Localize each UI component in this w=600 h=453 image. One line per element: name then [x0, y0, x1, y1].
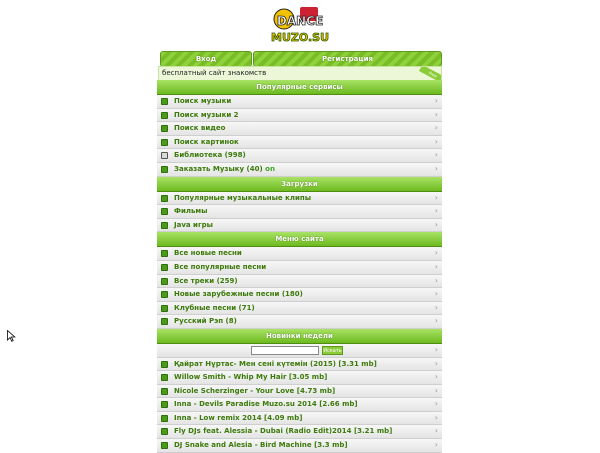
image-search-icon [161, 139, 168, 146]
register-button[interactable]: Регистрация [253, 51, 442, 67]
menu-item-music-search-2[interactable] [157, 109, 442, 123]
chevron-right-icon: › [434, 302, 438, 312]
track-label: DJ Snake and Alesia - Bird Machine [3.3 mb] [174, 441, 348, 450]
menu-item-all-tracks[interactable] [157, 275, 442, 289]
section-header-popular-services: Популярные сервисы [157, 80, 442, 95]
track-label: Fly DJs feat. Alessia - Dubai (Radio Edit)2014 [3.21 mb] [174, 427, 393, 436]
film-icon [161, 208, 168, 215]
music-icon [161, 442, 168, 449]
order-music-icon [161, 166, 168, 173]
chevron-right-icon: › [434, 385, 438, 395]
menu-item-label [174, 165, 275, 173]
menu-item-music-clips[interactable] [157, 192, 442, 206]
chevron-right-icon: › [434, 96, 438, 105]
menu-item-image-search[interactable] [157, 136, 442, 150]
menu-item-label: Поиск музыки [174, 97, 232, 105]
track-item[interactable] [157, 398, 442, 412]
logo-line1: DANCE [276, 14, 324, 28]
track-item[interactable] [157, 425, 442, 439]
menu-item-label: Новые зарубежные песни (180) [174, 290, 303, 299]
music-search-icon [161, 98, 168, 105]
chevron-right-icon: › [434, 412, 438, 422]
track-item[interactable] [157, 358, 442, 372]
chevron-right-icon: › [434, 206, 438, 216]
search-button[interactable]: Искать [323, 347, 342, 354]
menu-item-label: Поиск музыки 2 [174, 110, 239, 119]
login-button[interactable]: Вход [160, 51, 252, 67]
music-icon [161, 291, 168, 298]
chevron-right-icon: › [434, 150, 438, 160]
music-icon [161, 250, 168, 257]
menu-item-video-search[interactable] [157, 122, 442, 136]
chevron-right-icon: › [434, 109, 438, 119]
menu-item-order-music[interactable] [157, 163, 442, 177]
music-icon [161, 361, 168, 368]
menu-item-russian-rap[interactable] [157, 315, 442, 329]
chevron-right-icon: › [434, 136, 438, 146]
menu-item-label: Все популярные песни [174, 262, 267, 271]
chevron-right-icon: › [434, 399, 438, 409]
menu-item-label: Фильмы [174, 207, 208, 216]
chevron-right-icon: › [434, 219, 438, 229]
chevron-right-icon: › [434, 440, 438, 450]
menu-item-club-songs[interactable] [157, 302, 442, 316]
ad-bar[interactable] [158, 66, 442, 81]
chevron-right-icon: › [434, 261, 438, 271]
menu-item-popular-songs[interactable] [157, 261, 442, 275]
menu-item-foreign-songs[interactable] [157, 288, 442, 302]
search-input[interactable] [251, 346, 319, 355]
music-icon [161, 305, 168, 312]
track-item[interactable] [157, 412, 442, 426]
music-icon [161, 388, 168, 395]
video-search-icon [161, 125, 168, 132]
chevron-right-icon: › [434, 192, 438, 202]
menu-item-label: Русский Рэп (8) [174, 317, 237, 326]
online-badge: on [265, 164, 275, 173]
chevron-right-icon: › [434, 316, 438, 326]
ad-text[interactable]: бесплатный сайт знакомств [162, 69, 267, 77]
music-icon [161, 401, 168, 408]
chevron-right-icon: › [434, 275, 438, 285]
music-icon [161, 374, 168, 381]
menu-item-java-games[interactable] [157, 219, 442, 233]
menu-item-label: Клубные песни (71) [174, 303, 255, 312]
menu-item-label: Все треки (259) [174, 276, 238, 285]
music-icon [161, 318, 168, 325]
track-label: Willow Smith - Whip My Hair [3.05 mb] [174, 373, 328, 382]
menu-item-music-search[interactable] [157, 95, 442, 109]
chevron-right-icon: › [434, 248, 438, 258]
music-search-icon [161, 112, 168, 119]
music-icon [161, 415, 168, 422]
track-item[interactable] [157, 439, 442, 453]
menu-item-library[interactable] [157, 149, 442, 163]
chevron-right-icon: › [434, 426, 438, 436]
menu-item-label: Java игры [174, 220, 213, 229]
chevron-right-icon: › [434, 123, 438, 133]
chevron-right-icon: › [434, 372, 438, 382]
logo-line2: MUZO.SU [271, 31, 329, 44]
track-item[interactable] [157, 371, 442, 385]
chevron-right-icon: › [434, 344, 438, 354]
menu-item-label: Библиотека (998) [174, 151, 246, 160]
track-label: Қайрат Нұртас- Мен сені күтемін (2015) [3.31 mb] [174, 359, 377, 368]
menu-item-label: Поиск картинок [174, 137, 239, 146]
section-header-site-menu: Меню сайта [157, 232, 442, 247]
track-label: Nicole Scherzinger - Your Love [4.73 mb] [174, 386, 336, 395]
chevron-right-icon: › [434, 358, 438, 368]
library-icon [161, 152, 168, 159]
track-label: Inna - Low remix 2014 [4.09 mb] [174, 413, 303, 422]
section-header-downloads: Загрузки [157, 177, 442, 192]
search-row [157, 344, 442, 358]
music-icon [161, 428, 168, 435]
free-ribbon: Free [419, 66, 442, 81]
clip-icon [161, 195, 168, 202]
game-icon [161, 222, 168, 229]
music-icon [161, 278, 168, 285]
track-item[interactable] [157, 385, 442, 399]
section-header-weekly-new: Новинки недели [157, 329, 442, 344]
menu-item-label: Популярные музыкальные клипы [174, 193, 312, 202]
menu-item-new-songs[interactable] [157, 247, 442, 261]
menu-item-text: Заказать Музыку (40) [174, 164, 263, 173]
site-logo[interactable] [270, 5, 330, 47]
star-icon [161, 264, 168, 271]
menu-item-films[interactable] [157, 205, 442, 219]
chevron-right-icon: › [434, 163, 438, 173]
menu-item-label: Все новые песни [174, 249, 242, 258]
track-label: Inna - Devils Paradise Muzo.su 2014 [2.66 mb] [174, 400, 358, 409]
menu-item-label: Поиск видео [174, 124, 226, 133]
mouse-cursor-icon [7, 330, 16, 342]
main-content [157, 80, 442, 453]
chevron-right-icon: › [434, 289, 438, 299]
